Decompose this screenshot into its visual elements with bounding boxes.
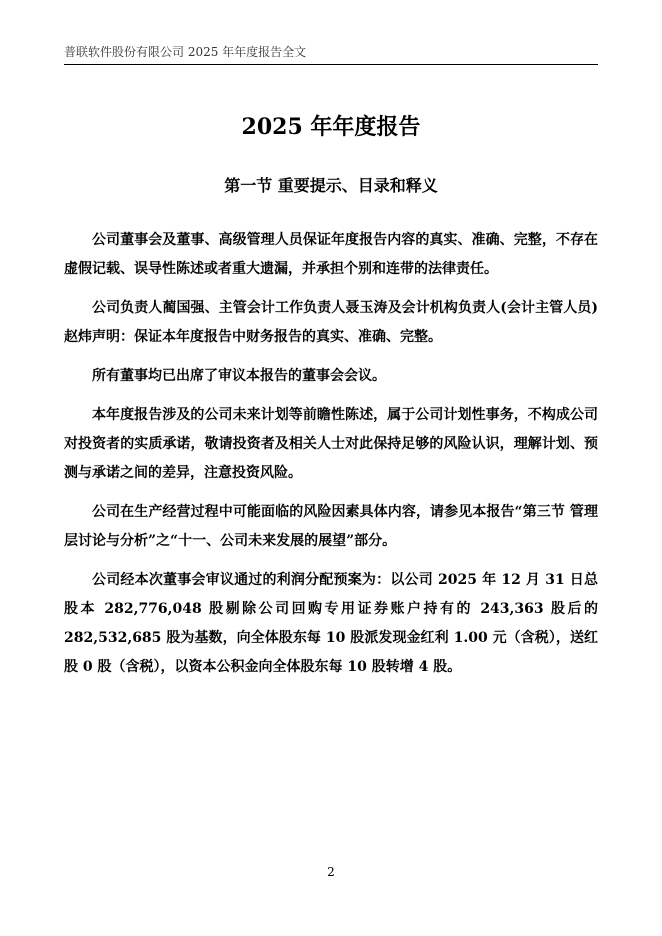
page-header: 普联软件股份有限公司 2025 年年度报告全文: [64, 44, 598, 65]
paragraph-forward-looking: 本年度报告涉及的公司未来计划等前瞻性陈述，属于公司计划性事务，不构成公司对投资者的实质承诺，敬请投资者及相关人士对此保持足够的风险认识，理解计划、预测与承诺之间的差异，注意投资风险。: [64, 407, 598, 481]
report-title: 2025 年年度报告: [241, 114, 421, 140]
paragraph-directors-attendance: 所有董事均已出席了审议本报告的董事会会议。: [92, 368, 386, 384]
paragraph-responsible-persons: 公司负责人蔺国强、主管会计工作负责人聂玉涛及会计机构负责人(会计主管人员)赵炜声明：保证本年度报告中财务报告的真实、准确、完整。: [64, 300, 598, 345]
page-number: 2: [327, 865, 335, 879]
section-title: 第一节 重要提示、目录和释义: [224, 176, 438, 195]
paragraph-profit-distribution: 公司经本次董事会审议通过的利润分配预案为：以公司 2025 年 12 月 31 日总股本 282,776,048 股剔除公司回购专用证券账户持有的 243,363 股后的 282,532,685 股为基数，向全体股东每 10 股派发现金红利 1.00 元（含税），送红股 0 股（含税），以资本公积金向全体股东每 10 股转增 4 股。: [64, 572, 598, 675]
paragraph-risk-factors: 公司在生产经营过程中可能面临的风险因素具体内容，请参见本报告“第三节 管理层讨论与分析”之“十一、公司未来发展的展望”部分。: [64, 504, 598, 549]
body-text: [64, 226, 598, 692]
paragraph-board-guarantee: 公司董事会及董事、高级管理人员保证年度报告内容的真实、准确、完整，不存在虚假记载、误导性陈述或者重大遗漏，并承担个别和连带的法律责任。: [64, 232, 598, 277]
